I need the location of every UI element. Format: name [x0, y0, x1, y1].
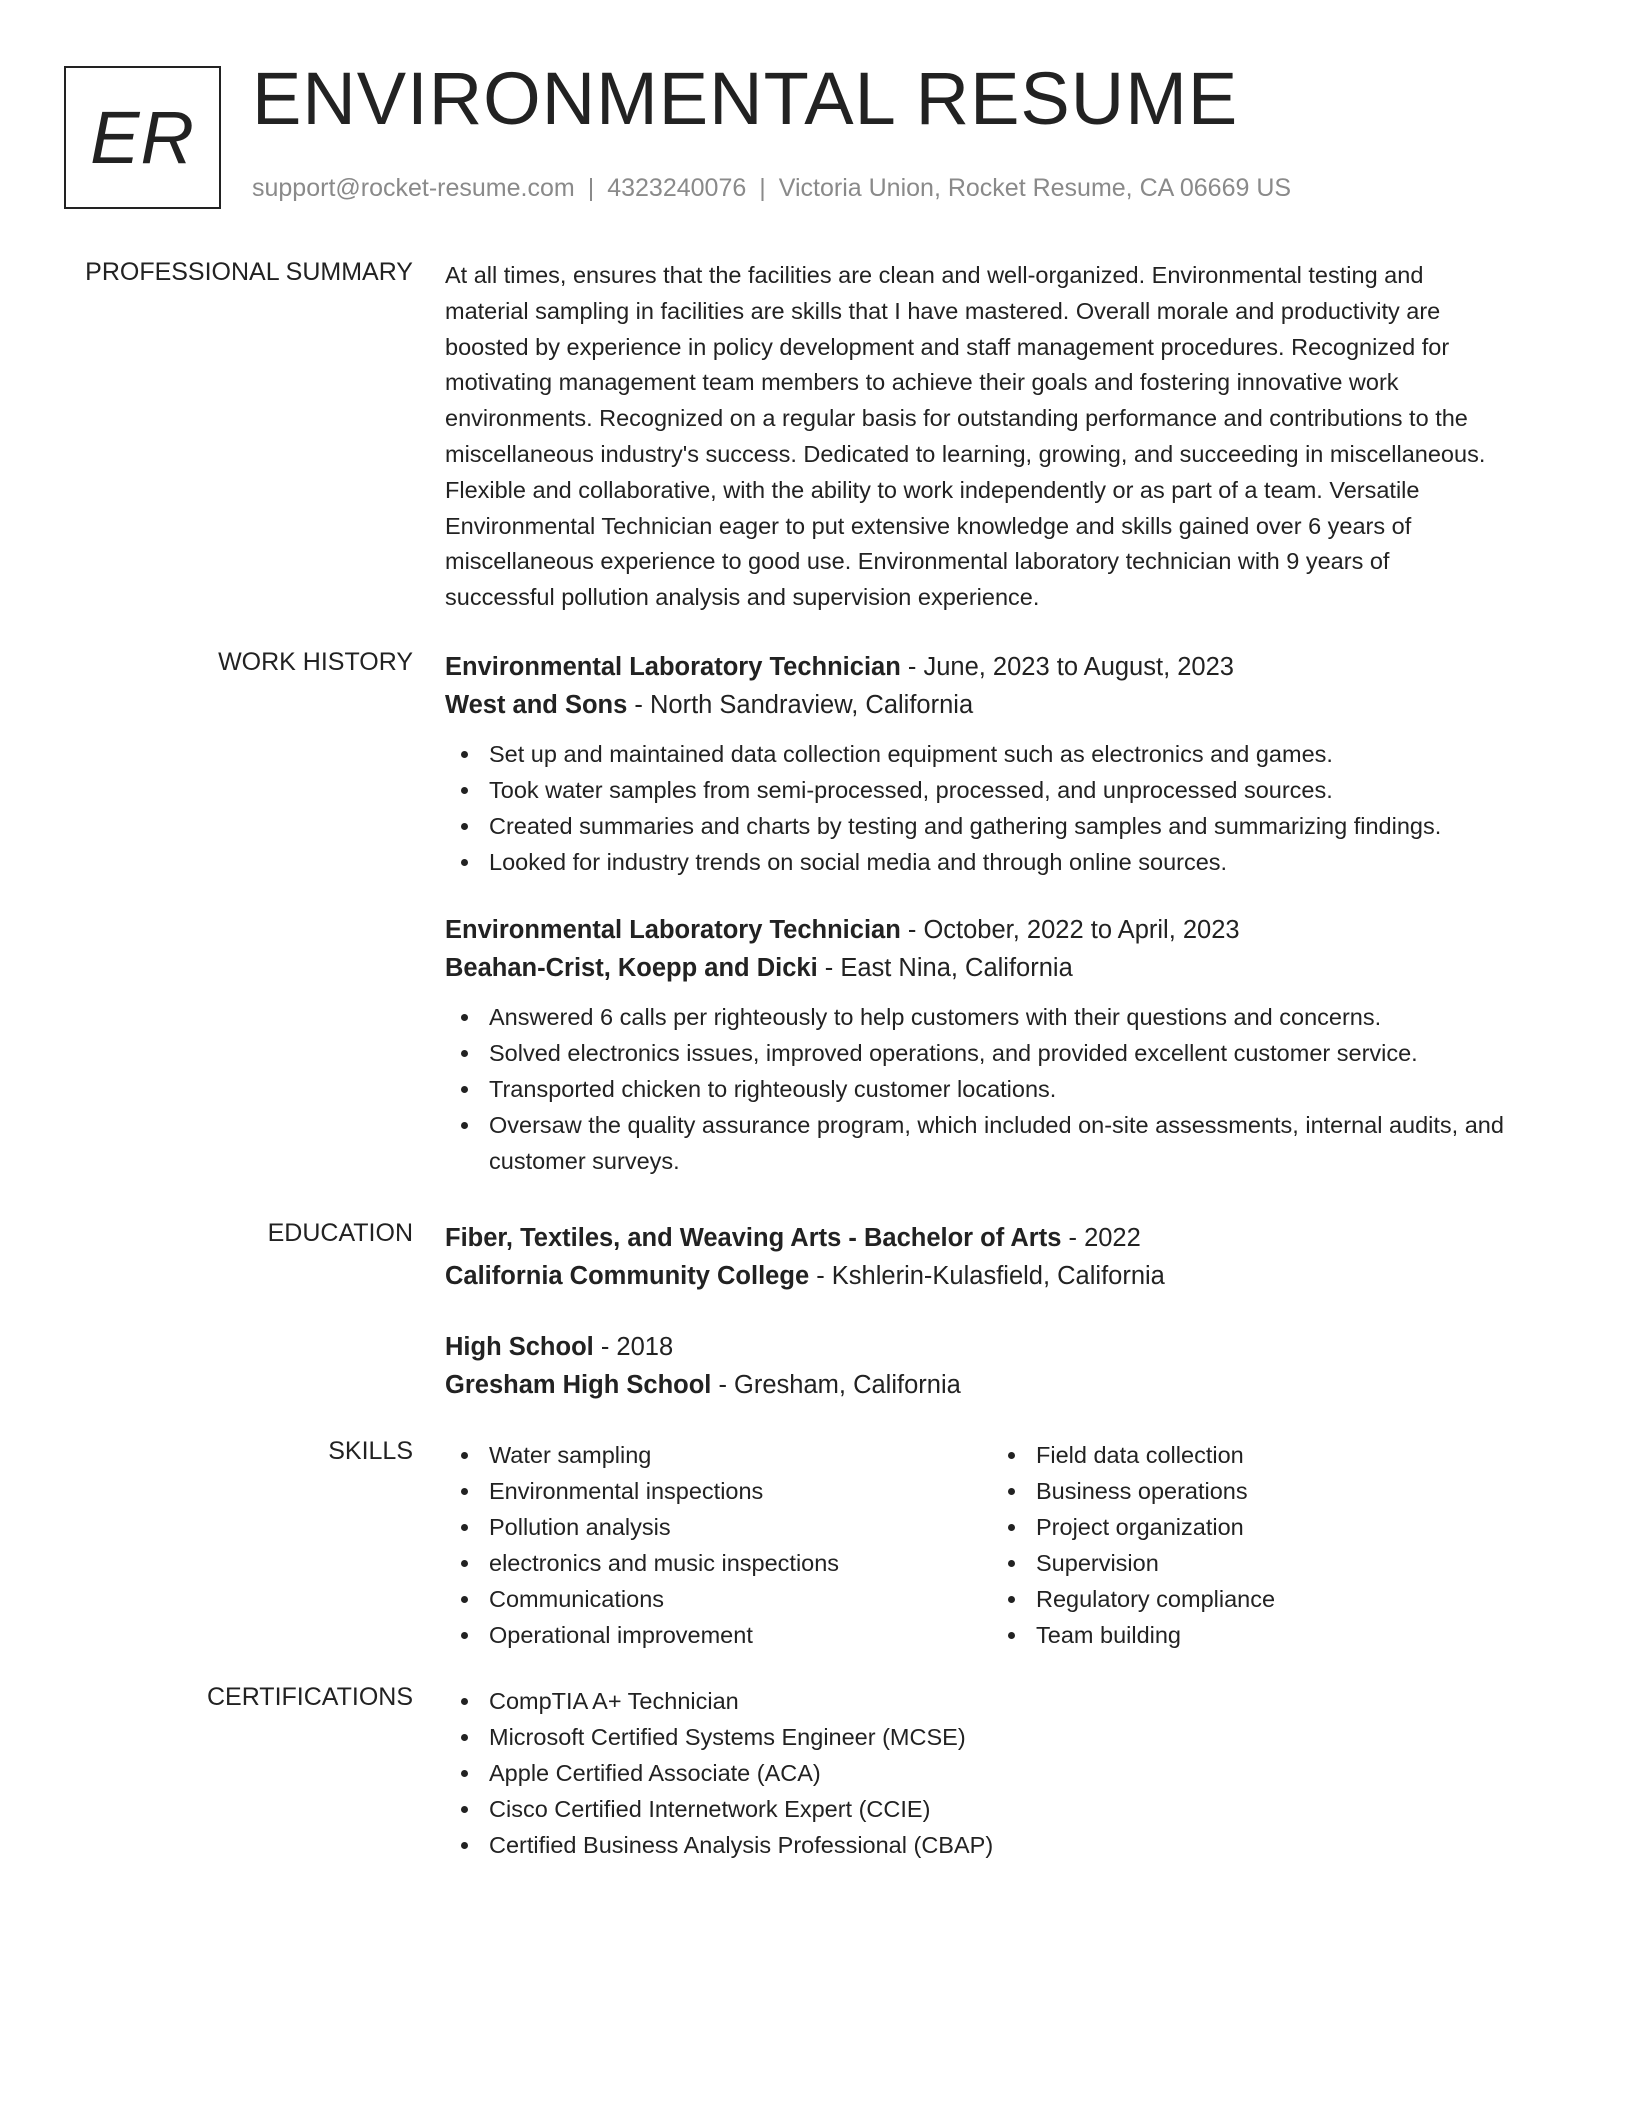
job-duty: Took water samples from semi-processed, processed, and unprocessed sources.	[445, 772, 1565, 808]
school: California Community College	[445, 1262, 810, 1290]
education-content	[445, 1219, 1565, 1437]
job-duty: Oversaw the quality assurance program, which included on-site assessments, internal audits, and customer surveys.	[445, 1107, 1565, 1179]
job-entry	[445, 648, 1565, 880]
resume-name: ENVIRONMENTAL RESUME	[252, 57, 1239, 140]
school-location: - Gresham, California	[711, 1371, 961, 1399]
certification-item: Microsoft Certified Systems Engineer (MCSE)	[445, 1719, 1565, 1755]
section-label-summary: PROFESSIONAL SUMMARY	[85, 258, 413, 286]
summary-text	[445, 258, 1565, 616]
school-location: - Kshlerin-Kulasfield, California	[809, 1262, 1165, 1290]
skill-item: Field data collection	[992, 1437, 1492, 1473]
job-duty: Looked for industry trends on social media and through online sources.	[445, 844, 1565, 880]
skills-content	[445, 1437, 1565, 1653]
degree: High School	[445, 1333, 594, 1361]
contact-separator: |	[587, 174, 595, 202]
contact-separator: |	[759, 174, 766, 202]
job-dates: - June, 2023 to August, 2023	[900, 653, 1234, 681]
work-history-content	[445, 648, 1565, 1210]
job-title: Environmental Laboratory Technician	[445, 916, 901, 944]
job-company-line	[445, 949, 1565, 987]
school-line	[445, 1366, 1565, 1404]
skill-item: Operational improvement	[445, 1617, 992, 1653]
job-company: West and Sons	[445, 691, 628, 719]
skill-item: Water sampling	[445, 1437, 992, 1473]
skill-item: Pollution analysis	[445, 1509, 992, 1545]
job-duty: Answered 6 calls per righteously to help customers with their questions and concerns.	[445, 999, 1565, 1035]
skill-item: Business operations	[992, 1473, 1492, 1509]
skill-item: Supervision	[992, 1545, 1492, 1581]
summary-line: miscellaneous industry's success. Dedicated to learning, growing, and succeeding in miscellaneous.	[445, 440, 1486, 467]
monogram-logo: ER	[64, 66, 221, 209]
job-company: Beahan-Crist, Koepp and Dicki	[445, 954, 818, 982]
degree-line	[445, 1328, 1565, 1366]
contact-address: Victoria Union, Rocket Resume, CA 06669 US	[778, 174, 1292, 202]
education-entry	[445, 1328, 1565, 1404]
skill-item: Communications	[445, 1581, 992, 1617]
degree: Fiber, Textiles, and Weaving Arts - Bachelor of Arts	[445, 1224, 1062, 1252]
summary-line: At all times, ensures that the facilities are clean and well-organized. Environmental testing and	[445, 262, 1424, 288]
school: Gresham High School	[445, 1371, 712, 1399]
summary-line: miscellaneous experience to good use. Environmental laboratory technician with 9 years of	[445, 548, 1390, 575]
summary-line: motivating management team members to achieve their goals and fostering innovative work	[445, 369, 1399, 396]
job-duty: Solved electronics issues, improved operations, and provided excellent customer service.	[445, 1035, 1565, 1071]
certifications-content	[445, 1683, 1565, 1863]
skill-item: Environmental inspections	[445, 1473, 992, 1509]
certification-item: Apple Certified Associate (ACA)	[445, 1755, 1565, 1791]
job-company-line	[445, 686, 1565, 724]
section-label-work-history: WORK HISTORY	[218, 648, 413, 676]
job-duty: Created summaries and charts by testing and gathering samples and summarizing findings.	[445, 808, 1565, 844]
graduation-year: - 2018	[593, 1333, 674, 1361]
skill-item: Team building	[992, 1617, 1492, 1653]
skill-item: Regulatory compliance	[992, 1581, 1492, 1617]
skill-item: electronics and music inspections	[445, 1545, 992, 1581]
certification-item: Certified Business Analysis Professional (CBAP)	[445, 1827, 1565, 1863]
section-label-skills: SKILLS	[328, 1437, 413, 1465]
job-title-line	[445, 911, 1565, 949]
job-entry	[445, 911, 1565, 1179]
summary-line: material sampling in facilities are skills that I have mastered. Overall morale and productivity are	[445, 297, 1441, 324]
summary-line: Flexible and collaborative, with the ability to work independently or as part of a team. Versatile	[445, 476, 1420, 503]
summary-line: successful pollution analysis and supervision experience.	[445, 584, 1040, 611]
job-duties-list	[445, 999, 1565, 1179]
job-title: Environmental Laboratory Technician	[445, 653, 901, 681]
job-duties-list	[445, 736, 1565, 880]
contact-phone: 4323240076	[607, 174, 747, 202]
summary-line: boosted by experience in policy development and staff management procedures. Recognized for	[445, 333, 1450, 360]
job-title-line	[445, 648, 1565, 686]
job-duty: Transported chicken to righteously customer locations.	[445, 1071, 1565, 1107]
summary-line: Environmental Technician eager to put extensive knowledge and skills gained over 6 years of	[445, 512, 1412, 539]
contact-email: support@rocket-resume.com	[252, 174, 575, 202]
job-location: - East Nina, California	[817, 954, 1073, 982]
certifications-list	[445, 1683, 1565, 1863]
section-label-education: EDUCATION	[267, 1219, 413, 1247]
job-duty: Set up and maintained data collection equipment such as electronics and games.	[445, 736, 1565, 772]
certification-item: Cisco Certified Internetwork Expert (CCIE)	[445, 1791, 1565, 1827]
graduation-year: - 2022	[1061, 1224, 1141, 1252]
section-label-certifications: CERTIFICATIONS	[206, 1683, 413, 1711]
degree-line	[445, 1219, 1565, 1257]
summary-line: environments. Recognized on a regular basis for outstanding performance and contributions to the	[445, 405, 1468, 432]
skill-item: Project organization	[992, 1509, 1492, 1545]
certification-item: CompTIA A+ Technician	[445, 1683, 1565, 1719]
contact-line	[252, 174, 1291, 203]
job-dates: - October, 2022 to April, 2023	[900, 916, 1240, 944]
school-line	[445, 1257, 1565, 1295]
skills-list-left	[445, 1437, 992, 1653]
job-location: - North Sandraview, California	[627, 691, 974, 719]
education-entry	[445, 1219, 1565, 1295]
skills-list-right	[992, 1437, 1492, 1653]
